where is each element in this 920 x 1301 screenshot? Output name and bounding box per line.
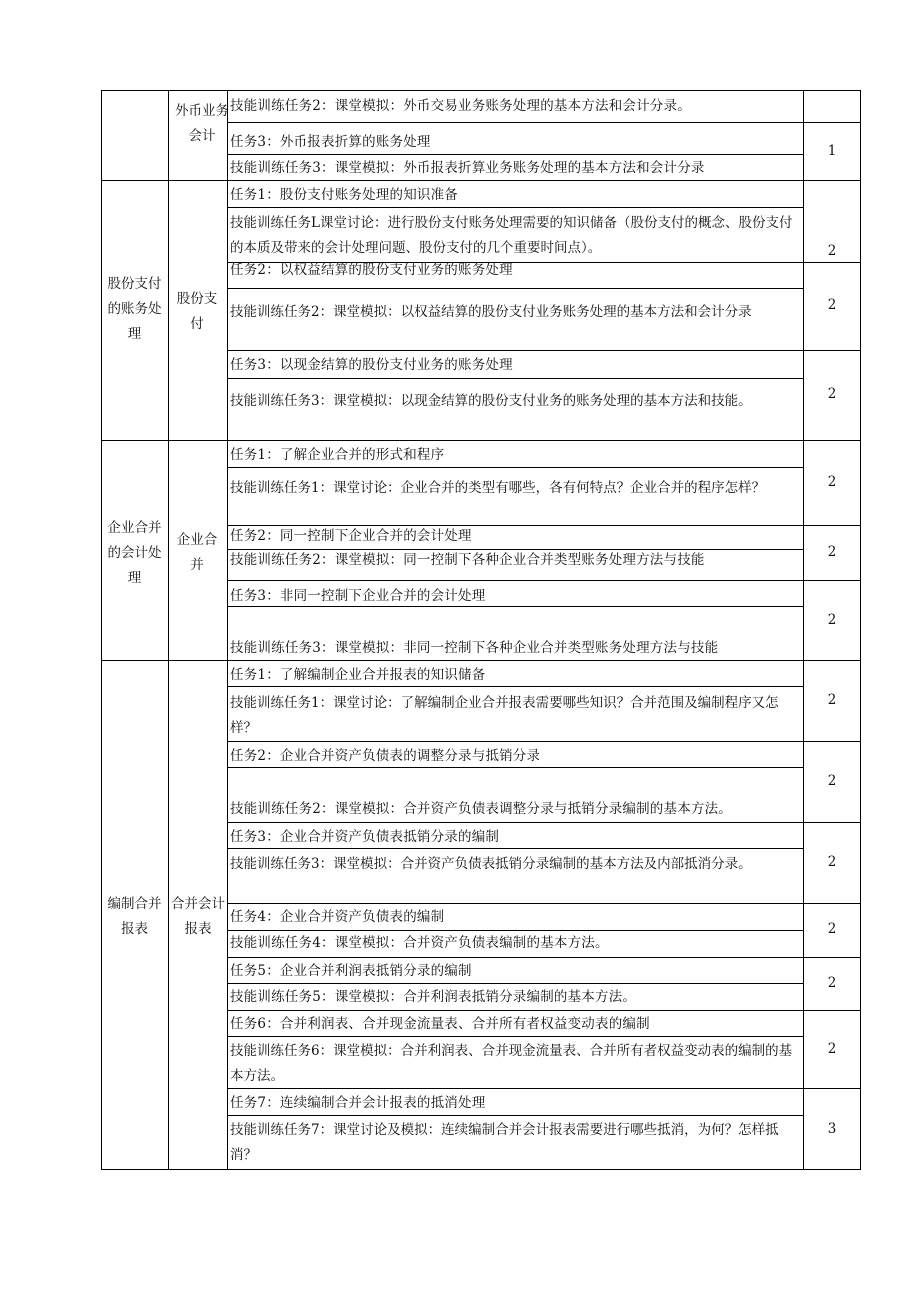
module-cell: 股份支付 xyxy=(176,291,218,332)
task-line: 任务3：以现金结算的股份支付业务的账务处理 xyxy=(230,357,513,373)
task-line: 任务1：股份支付账务处理的知识准备 xyxy=(230,187,458,203)
hours-cell: 2 xyxy=(827,854,837,870)
task-line: 任务1：了解企业合并的形式和程序 xyxy=(230,447,445,463)
chapter-cell: 编制合并报表 xyxy=(107,896,162,937)
column-divider xyxy=(168,90,169,1170)
hours-cell: 2 xyxy=(827,544,837,560)
chapter-cell: 股份支付的账务处理 xyxy=(107,276,162,342)
task-line: 技能训练任务2：课堂模拟：以权益结算的股份支付业务账务处理的基本方法和会计分录 xyxy=(230,304,752,320)
task-line: 技能训练任务1：课堂讨论：企业合并的类型有哪些，各有何特点？企业合并的程序怎样？ xyxy=(230,480,766,496)
task-line: 技能训练任务2：课堂模拟：外币交易业务账务处理的基本方法和会计分录。 xyxy=(230,98,691,114)
task-line: 技能训练任务6：课堂模拟：合并利润表、合并现金流量表、合并所有者权益变动表的编制的基本方法。 xyxy=(230,1043,793,1084)
hours-cell: 2 xyxy=(827,612,837,628)
row-divider xyxy=(101,440,861,441)
task-line: 任务3：非同一控制下企业合并的会计处理 xyxy=(230,588,486,604)
module-cell: 合并会计报表 xyxy=(171,896,225,937)
task-line: 技能训练任务2：课堂模拟：同一控制下各种企业合并类型账务处理方法与技能 xyxy=(230,552,705,568)
table-border-left xyxy=(101,90,102,1170)
task-line: 任务6：合并利润表、合并现金流量表、合并所有者权益变动表的编制 xyxy=(230,1016,650,1032)
hours-cell: 2 xyxy=(827,975,837,991)
column-divider xyxy=(227,90,228,1170)
inner-divider xyxy=(227,378,803,379)
task-line: 技能训练任务3：课堂模拟：合并资产负债表抵销分录编制的基本方法及内部抵消分录。 xyxy=(230,856,752,872)
row-divider xyxy=(227,1010,861,1011)
task-line: 任务7：连续编制合并会计报表的抵消处理 xyxy=(230,1095,486,1111)
hours-cell: 2 xyxy=(827,773,837,789)
task-line: 任务4：企业合并资产负债表的编制 xyxy=(230,909,445,925)
task-line: 技能训练任务1：课堂讨论：了解编制企业合并报表需要哪些知识？合并范围及编制程序又怎样？ xyxy=(230,695,779,736)
hours-cell: 2 xyxy=(827,386,837,402)
table-border-top xyxy=(101,90,861,91)
task-line: 技能训练任务7：课堂讨论及模拟：连续编制合并会计报表需要进行哪些抵消，为何？怎样抵消？ xyxy=(230,1122,779,1163)
hours-cell: 1 xyxy=(827,143,837,159)
table-border-bottom xyxy=(101,1169,861,1170)
row-divider xyxy=(227,822,861,823)
table-border-right xyxy=(860,90,861,1170)
task-line: 任务5：企业合并利润表抵销分录的编制 xyxy=(230,963,472,979)
row-divider xyxy=(227,350,861,351)
task-line: 技能训练任务5：课堂模拟：合并利润表抵销分录编制的基本方法。 xyxy=(230,989,637,1005)
task-line: 任务3：企业合并资产负债表抵销分录的编制 xyxy=(230,829,500,845)
hours-cell: 2 xyxy=(827,297,837,313)
task-line: 任务2：同一控制下企业合并的会计处理 xyxy=(230,528,472,544)
task-line: 技能训练任务4：课堂模拟：合并资产负债表编制的基本方法。 xyxy=(230,935,609,951)
hours-cell: 2 xyxy=(827,1041,837,1057)
task-line: 技能训练任务3：课堂模拟：以现金结算的股份支付业务的账务处理的基本方法和技能。 xyxy=(230,393,752,409)
task-line: 任务1：了解编制企业合并报表的知识储备 xyxy=(230,667,486,683)
hours-cell: 2 xyxy=(827,921,837,937)
module-cell: 企业合并 xyxy=(176,532,218,573)
chapter-cell: 企业合并的会计处理 xyxy=(107,520,162,586)
row-divider xyxy=(227,957,861,958)
inner-divider xyxy=(227,288,803,289)
hours-cell: 2 xyxy=(827,474,837,490)
task-line: 任务2：企业合并资产负债表的调整分录与抵销分录 xyxy=(230,748,541,764)
module-cell: 外币业务会计 xyxy=(175,103,229,144)
hours-cell: 2 xyxy=(827,692,837,708)
row-divider xyxy=(227,122,861,123)
hours-cell: 3 xyxy=(827,1121,837,1137)
task-line: 技能训练任务2：课堂模拟：合并资产负债表调整分录与抵销分录编制的基本方法。 xyxy=(230,801,732,817)
row-divider xyxy=(227,903,861,904)
row-divider xyxy=(227,580,861,581)
task-line: 任务2：以权益结算的股份支付业务的账务处理 xyxy=(230,262,513,278)
hours-cell: 2 xyxy=(827,243,837,259)
task-line: 技能训练任务3：课堂模拟：外币报表折算业务账务处理的基本方法和会计分录 xyxy=(230,160,705,176)
row-divider xyxy=(227,741,861,742)
task-line: 技能训练任务L课堂讨论：进行股份支付账务处理需要的知识储备（股份支付的概念、股份支付的本质及带来的会计处理问题、股份支付的几个重要时间点）。 xyxy=(230,215,793,256)
task-line: 任务3：外币报表折算的账务处理 xyxy=(230,134,431,150)
task-line: 技能训练任务3：课堂模拟：非同一控制下各种企业合并类型账务处理方法与技能 xyxy=(230,640,719,656)
